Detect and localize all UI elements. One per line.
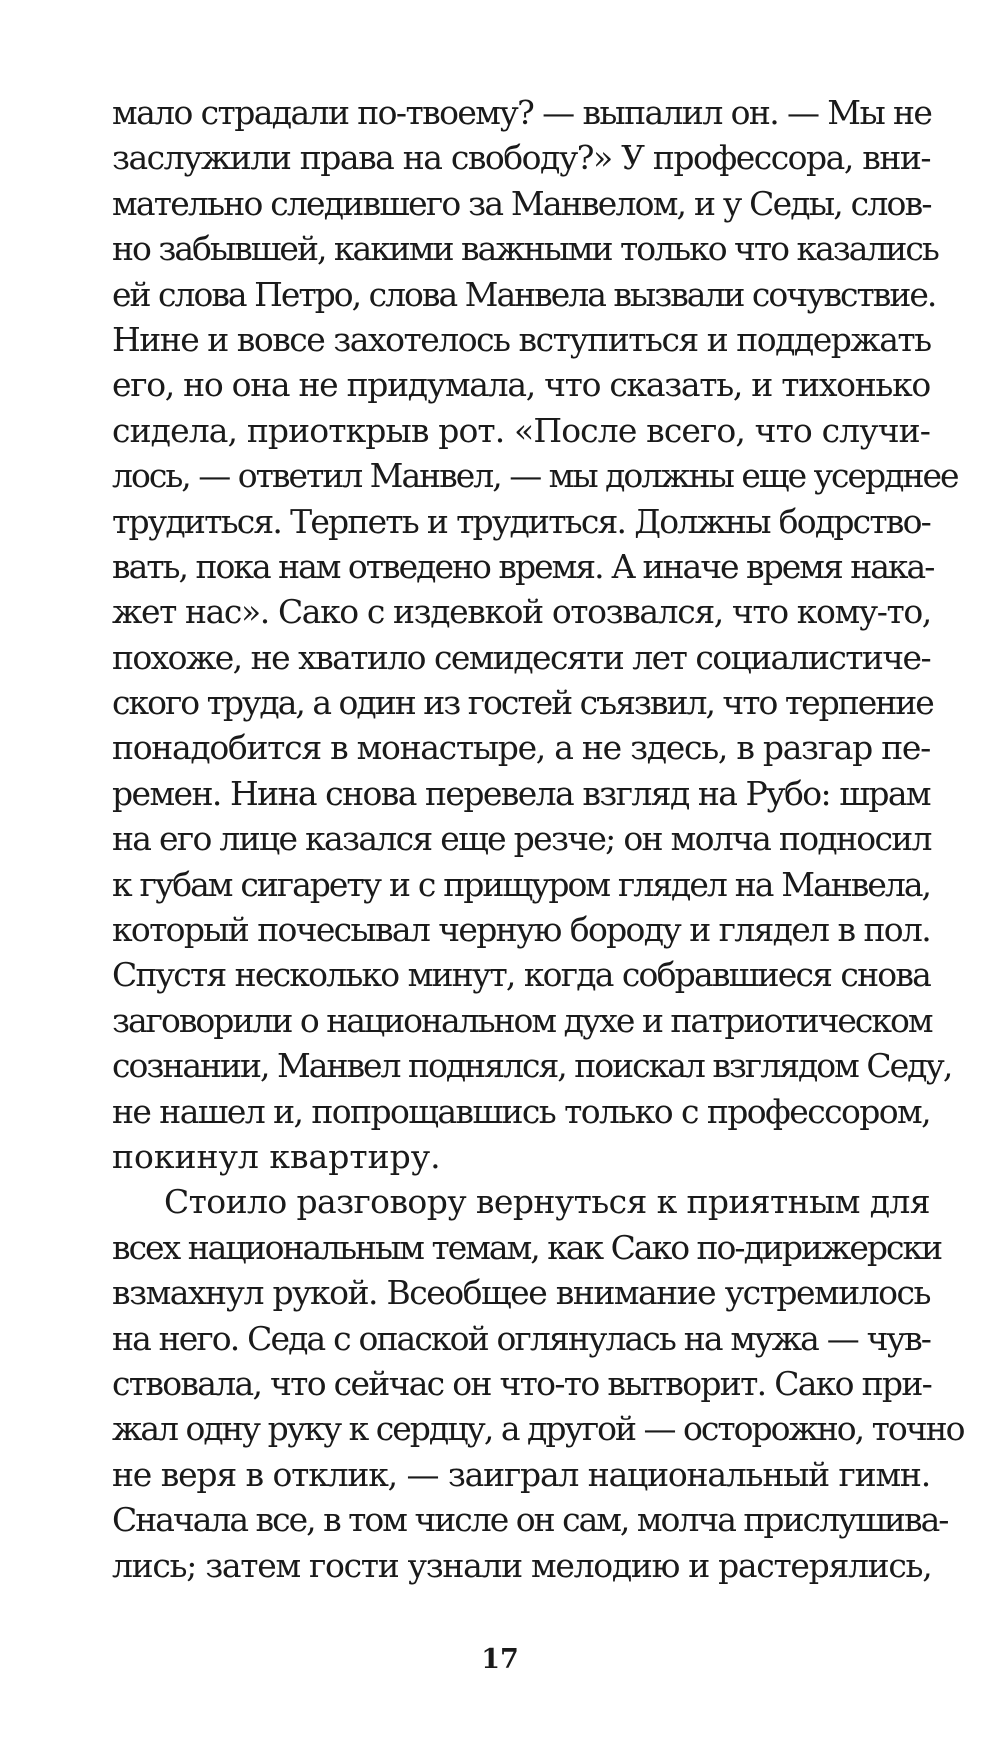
text-line: лось, — ответил Манвел, — мы должны еще усерднее: [112, 456, 958, 496]
page-number: 17: [481, 1644, 519, 1675]
text-line: вать, пока нам отведено время. А иначе время нака-: [112, 546, 934, 586]
paragraph: [112, 1179, 964, 1588]
body-text: [112, 90, 964, 1588]
text-line: сознании, Манвел поднялся, поискал взглядом Седу,: [112, 1046, 952, 1086]
text-line: не веря в отклик, — заиграл национальный гимн.: [112, 1454, 930, 1494]
text-line: трудиться. Терпеть и трудиться. Должны бодрство-: [112, 501, 930, 541]
text-line: заслужили права на свободу?» У профессора, вни-: [112, 138, 930, 178]
text-line: на его лице казался еще резче; он молча подносил: [112, 819, 931, 859]
paragraph: [112, 90, 958, 1179]
text-line: Спустя несколько минут, когда собравшиеся снова: [112, 955, 930, 995]
text-line: ствовала, что сейчас он что-то вытворит. Сако при-: [112, 1363, 932, 1403]
text-line: понадобится в монастыре, а не здесь, в разгар пе-: [112, 728, 930, 768]
text-line: Сначала все, в том числе он сам, молча прислушива-: [112, 1500, 948, 1540]
text-line: жал одну руку к сердцу, а другой — осторожно, точно: [112, 1409, 964, 1449]
text-line: похоже, не хватило семидесяти лет социалистиче-: [112, 637, 930, 677]
text-line: сидела, приоткрыв рот. «После всего, что случи-: [112, 410, 930, 450]
text-line: на него. Седа с опаской оглянулась на мужа — чув-: [112, 1318, 930, 1358]
text-line: ремен. Нина снова перевела взгляд на Рубо: шрам: [112, 773, 930, 813]
text-line: к губам сигарету и с прищуром глядел на Манвела,: [112, 864, 930, 904]
text-line: не нашел и, попрощавшись только с профессором,: [112, 1091, 930, 1131]
text-line: Стоило разговору вернуться к приятным для: [164, 1182, 930, 1222]
text-line: но забывшей, какими важными только что казались: [112, 229, 938, 269]
text-line: жет нас». Сако с издевкой отозвался, что кому-то,: [112, 592, 931, 632]
text-line: Нине и вовсе захотелось вступиться и поддержать: [112, 319, 931, 359]
text-line: мало страдали по-твоему? — выпалил он. — Мы не: [112, 93, 932, 132]
text-line: который почесывал черную бороду и глядел в пол.: [112, 910, 930, 950]
text-line: его, но она не придумала, что сказать, и тихонько: [112, 365, 930, 405]
text-line: всех национальным темам, как Сако по-дирижерски: [112, 1227, 942, 1267]
text-line: заговорили о национальном духе и патриотическом: [112, 1000, 932, 1040]
text-line: ского труда, а один из гостей съязвил, что терпение: [112, 683, 933, 723]
text-line: лись; затем гости узнали мелодию и растерялись,: [112, 1545, 932, 1585]
text-line: взмахнул рукой. Всеобщее внимание устремилось: [112, 1273, 930, 1313]
text-line: мательно следившего за Манвелом, и у Седы, слов-: [112, 183, 931, 223]
text-line: ей слова Петро, слова Манвела вызвали сочувствие.: [112, 274, 936, 314]
text-line: покинул квартиру.: [112, 1136, 441, 1176]
